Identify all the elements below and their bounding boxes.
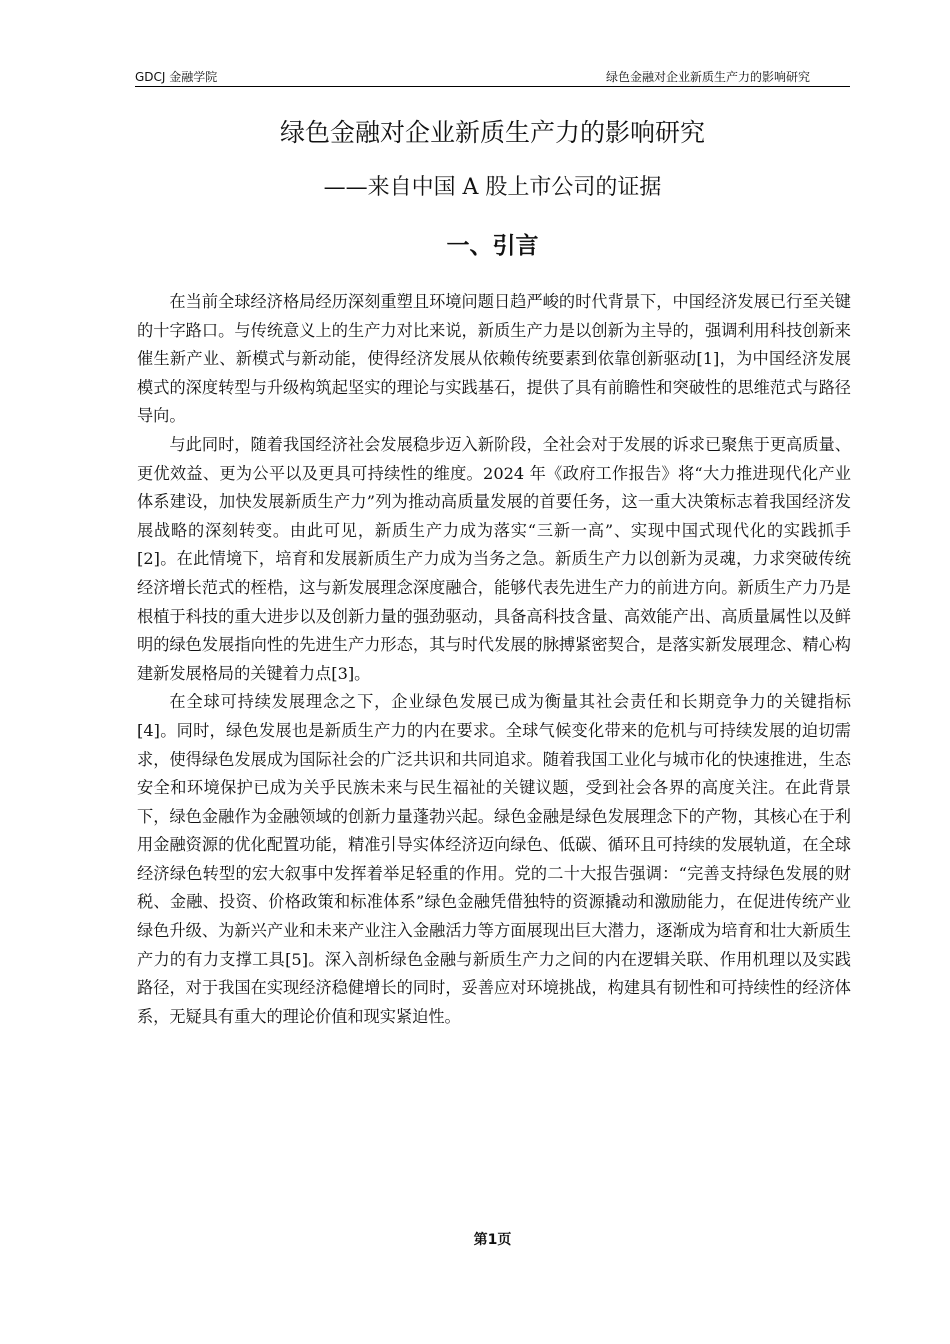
paragraph: 在当前全球经济格局经历深刻重塑且环境问题日趋严峻的时代背景下，中国经济发展已行至关键的十字路口。与传统意义上的生产力对比来说，新质生产力是以创新为主导的，强调利用科技创新来催生新产业、新模式与新动能，使得经济发展从依赖传统要素到依靠创新驱动[1]，为中国经济发展模式的深度转型与升级构筑起坚实的理论与实践基石，提供了具有前瞻性和突破性的思维范式与路径导向。 — [137, 292, 851, 426]
header-institution: GDCJ 金融学院 — [135, 70, 218, 84]
header-paper-title: 绿色金融对企业新质生产力的影响研究 — [605, 70, 810, 84]
paper-subtitle: ——来自中国 A 股上市公司的证据 — [323, 175, 662, 200]
running-header — [135, 66, 850, 87]
paragraph: 与此同时，随着我国经济社会发展稳步迈入新阶段，全社会对于发展的诉求已聚焦于更高质量、更优效益、更为公平以及更具可持续性的维度。2024 年《政府工作报告》将“大力推进现代化产业体系建设，加快发展新质生产力”列为推动高质量发展的首要任务，这一重大决策标志着我国经济发展战略的深刻转变。由此可见，新质生产力成为落实“三新一高”、实现中国式现代化的实践抓手[2]。在此情境下，培育和发展新质生产力成为当务之急。新质生产力以创新为灵魂，力求突破传统经济增长范式的桎梏，这与新发展理念深度融合，能够代表先进生产力的前进方向。新质生产力乃是根植于科技的重大进步以及创新力量的强劲驱动，具备高科技含量、高效能产出、高质量属性以及鲜明的绿色发展指向性的先进生产力形态，其与时代发展的脉搏紧密契合，是落实新发展理念、精心构建新发展格局的关键着力点[3]。 — [137, 434, 851, 683]
page-number: 第1页 — [473, 1232, 512, 1248]
paper-title: 绿色金融对企业新质生产力的影响研究 — [279, 118, 705, 147]
paragraph: 在全球可持续发展理念之下，企业绿色发展已成为衡量其社会责任和长期竞争力的关键指标[4]。同时，绿色发展也是新质生产力的内在要求。全球气候变化带来的危机与可持续发展的迫切需求，使得绿色发展成为国际社会的广泛共识和共同追求。随着我国工业化与城市化的快速推进，生态安全和环境保护已成为关乎民族未来与民生福祉的关键议题，受到社会各界的高度关注。在此背景下，绿色金融作为金融领域的创新力量蓬勃兴起。绿色金融是绿色发展理念下的产物，其核心在于利用金融资源的优化配置功能，精准引导实体经济迈向绿色、低碳、循环且可持续的发展轨道，在全球经济绿色转型的宏大叙事中发挥着举足轻重的作用。党的二十大报告强调：“完善支持绿色发展的财税、金融、投资、价格政策和标准体系”绿色金融凭借独特的资源撬动和激励能力，在促进传统产业绿色升级、为新兴产业和未来产业注入金融活力等方面展现出巨大潜力，逐渐成为培育和壮大新质生产力的有力支撑工具[5]。深入剖析绿色金融与新质生产力之间的内在逻辑关联、作用机理以及实践路径，对于我国在实现经济稳健增长的同时，妥善应对环境挑战，构建具有韧性和可持续性的经济体系，无疑具有重大的理论价值和现实紧迫性。 — [137, 692, 851, 1026]
body-text — [137, 288, 851, 1031]
section-heading: 一、引言 — [446, 233, 539, 259]
